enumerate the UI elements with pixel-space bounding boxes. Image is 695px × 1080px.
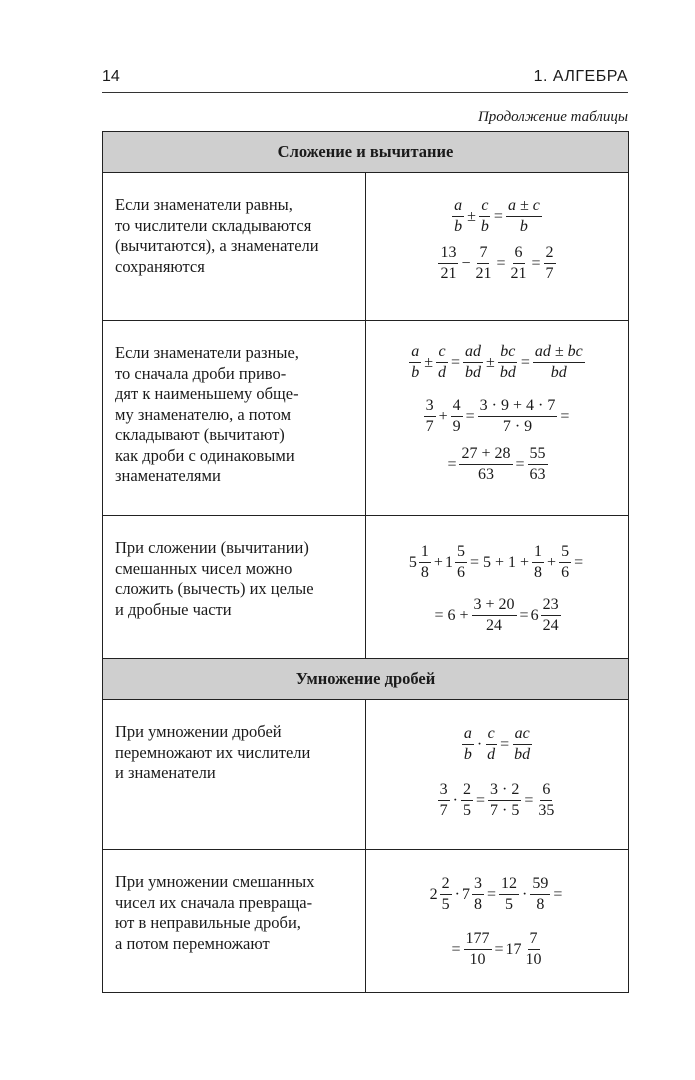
formula-operator: + (547, 553, 557, 571)
fraction-numerator: 27 + 28 (459, 445, 512, 465)
fraction (452, 197, 464, 236)
fraction-denominator: bd (514, 746, 531, 763)
rule-description (103, 516, 366, 659)
formula-operator: = (515, 455, 525, 473)
rule-text-line: чисел их сначала превраща- (115, 892, 313, 912)
rule-text-line: перемножают их числители (115, 742, 311, 762)
rule-text-line: знаменателями (115, 466, 221, 485)
page-number: 14 (102, 68, 120, 85)
formula-line (366, 343, 628, 382)
fraction-denominator: 9 (452, 418, 461, 435)
rule-text-line: (вычитаются), а знаменатели (115, 236, 319, 255)
mixed-whole-part: 2 (429, 885, 438, 903)
rule-description (103, 700, 366, 850)
chapter-title: 1. АЛГЕБРА (533, 68, 628, 85)
fraction-numerator: 1 (532, 543, 544, 563)
formula-operator: = (560, 407, 570, 425)
formula-cell (366, 850, 629, 993)
formula-operator: = (451, 353, 461, 371)
fraction (479, 197, 491, 236)
fraction (532, 543, 544, 582)
rule-row (103, 516, 629, 659)
fraction-numerator: 3 (472, 875, 484, 895)
fraction-numerator: 3 (424, 397, 436, 417)
formula-operator: = (500, 735, 510, 753)
fraction-denominator: 5 (505, 896, 513, 913)
mixed-whole-part: 7 (461, 885, 470, 903)
mixed-whole-part: 5 (408, 553, 417, 571)
fraction-numerator: 55 (528, 445, 548, 465)
fraction-numerator: 12 (499, 875, 519, 895)
formula-line (366, 725, 628, 764)
section-title: Сложение и вычитание (103, 132, 629, 173)
fraction-denominator: 21 (440, 265, 457, 282)
fraction (498, 343, 518, 382)
fraction (533, 343, 585, 382)
fraction-denominator: d (487, 746, 496, 763)
fraction-denominator: b (480, 218, 489, 235)
fraction (530, 875, 550, 914)
formula-operator: + (438, 407, 448, 425)
fraction-numerator: 13 (438, 244, 458, 264)
formula-operator: ± (424, 353, 434, 371)
rule-text-line: сохраняются (115, 256, 205, 276)
rule-text-line: ют в неправильные дроби, (115, 913, 301, 932)
formula-operator: · (454, 885, 460, 903)
fraction-numerator: 2 (544, 244, 556, 264)
fraction-denominator: bd (499, 364, 516, 381)
formula-operator: = (520, 353, 530, 371)
fraction-denominator: 24 (542, 617, 559, 634)
rule-text-line: складывают (вычитают) (115, 425, 285, 444)
formula-operator: = (465, 407, 475, 425)
fraction (419, 543, 431, 582)
running-head (102, 68, 628, 93)
fraction-numerator: c (436, 343, 447, 363)
formula-operator: = (469, 553, 479, 571)
fraction-numerator: 177 (464, 930, 492, 950)
rule-text-line: сложить (вычесть) их целые (115, 579, 314, 598)
formula-line (366, 596, 628, 635)
fraction (512, 725, 532, 764)
fraction-numerator: a ± c (506, 197, 542, 217)
rule-text-line: и дробные части (115, 599, 232, 619)
fraction (463, 343, 483, 382)
mixed-whole-part: 17 (505, 940, 522, 958)
fraction (559, 543, 571, 582)
rule-description (103, 321, 366, 516)
fraction-numerator: c (479, 197, 490, 217)
formula-operator: = (531, 254, 541, 272)
rule-text-line: Если знаменатели разные, (115, 343, 299, 362)
rule-row (103, 321, 629, 516)
fraction (472, 596, 517, 635)
fraction-denominator: 10 (469, 951, 486, 968)
formula-operator: = (493, 207, 503, 225)
formula-operator: 5 (482, 553, 491, 571)
fraction-denominator: 7 (439, 802, 448, 819)
fraction (485, 725, 497, 764)
fraction (524, 930, 544, 969)
fraction-numerator: 59 (530, 875, 550, 895)
table-continuation-note: Продолжение таблицы (477, 109, 628, 125)
formula-operator: = (434, 606, 444, 624)
fraction-denominator: b (411, 364, 420, 381)
fraction-numerator: 3 · 9 + 4 · 7 (478, 397, 558, 417)
fraction-denominator: b (519, 218, 528, 235)
formula-operator: · (452, 791, 458, 809)
fraction-numerator: 4 (451, 397, 463, 417)
fraction (438, 244, 458, 283)
formula-operator: · (476, 735, 483, 753)
fraction (472, 875, 484, 914)
fraction (506, 197, 542, 236)
formula-line (366, 445, 628, 484)
rule-text-line: му знаменателю, а потом (115, 404, 292, 424)
fraction (509, 244, 529, 283)
formula-operator: + (494, 553, 504, 571)
formula-operator: = (553, 885, 563, 903)
formula-cell (366, 321, 629, 516)
fraction-numerator: ac (513, 725, 532, 745)
formula-operator: ± (467, 207, 476, 225)
fraction (528, 445, 548, 484)
fraction-denominator: 63 (478, 466, 494, 483)
fraction-numerator: 5 (559, 543, 571, 563)
rule-text-line: Если знаменатели равны, (115, 195, 293, 214)
fraction (440, 875, 452, 914)
rule-text-line: При сложении (вычитании) (115, 538, 309, 557)
fraction-denominator: 7 (425, 418, 434, 435)
formula-operator: · (522, 885, 528, 903)
fraction (455, 543, 467, 582)
fraction (499, 875, 519, 914)
formula-line (366, 930, 628, 969)
fraction-numerator: 5 (455, 543, 467, 563)
formula-operator: = (494, 940, 504, 958)
rule-text-line: При умножении дробей (115, 722, 282, 741)
fraction-numerator: 7 (528, 930, 540, 950)
formula-operator: = (451, 940, 461, 958)
fraction (436, 343, 448, 382)
fraction-denominator: bd (550, 364, 567, 381)
rule-text-line: смешанных чисел можно (115, 558, 293, 578)
fraction (473, 244, 493, 283)
fraction (488, 781, 521, 820)
formula-operator: = (496, 254, 506, 272)
fraction-denominator: 63 (529, 466, 546, 483)
fraction-numerator: 6 (513, 244, 525, 264)
fraction-numerator: c (486, 725, 497, 745)
formula-line (366, 244, 628, 283)
mixed-whole-part: 1 (444, 553, 453, 571)
fraction (544, 244, 556, 283)
formula-operator: = (486, 885, 496, 903)
fraction-denominator: d (438, 364, 447, 381)
rule-text-line: то сначала дроби приво- (115, 363, 287, 383)
fraction-numerator: 2 (440, 875, 452, 895)
fraction-denominator: b (454, 218, 463, 235)
fraction-denominator: 6 (561, 564, 570, 581)
fraction (461, 781, 473, 820)
fraction-numerator: 23 (541, 596, 561, 616)
fraction (438, 781, 450, 820)
rule-description (103, 850, 366, 993)
formula-cell (366, 516, 629, 659)
fraction (478, 397, 558, 436)
fraction-numerator: 6 (540, 781, 552, 801)
formula-cell (366, 173, 629, 321)
formula-operator: = (519, 606, 529, 624)
fraction-numerator: ad (463, 343, 483, 363)
fraction-denominator: 21 (475, 265, 492, 282)
rule-text-line: При умножении смешанных (115, 872, 315, 891)
formula-cell (366, 700, 629, 850)
fraction (536, 781, 556, 820)
rule-row (103, 700, 629, 850)
rule-text-line: то числители складываются (115, 215, 312, 235)
formula-operator: 6 (447, 606, 456, 624)
rule-row (103, 173, 629, 321)
fraction-denominator: 5 (462, 802, 471, 819)
section-title: Умножение дробей (103, 659, 629, 700)
formula-line (366, 781, 628, 820)
rule-row (103, 850, 629, 993)
fraction-denominator: b (463, 746, 472, 763)
fraction-denominator: 8 (420, 564, 429, 581)
rule-text-line: как дроби с одинаковыми (115, 445, 295, 465)
fraction-numerator: bc (498, 343, 517, 363)
formula-operator: ± (486, 353, 495, 371)
rule-text-line: и знаменатели (115, 763, 216, 782)
formula-operator: = (574, 553, 584, 571)
fraction (424, 397, 436, 436)
fraction-numerator: 7 (477, 244, 489, 264)
fraction-denominator: 7 (545, 265, 554, 282)
fraction (464, 930, 492, 969)
fraction-numerator: a (462, 725, 474, 745)
formula-line (366, 875, 628, 914)
fraction-numerator: 3 (438, 781, 450, 801)
fraction (459, 445, 512, 484)
formula-line (366, 543, 628, 582)
fraction-denominator: 8 (473, 896, 482, 913)
fraction-numerator: a (452, 197, 464, 217)
fraction (541, 596, 561, 635)
formula-operator: + (459, 606, 469, 624)
formula-line (366, 397, 628, 436)
rules-table (102, 131, 629, 993)
fraction (451, 397, 463, 436)
mixed-whole-part: 6 (530, 606, 539, 624)
formula-operator: = (447, 455, 457, 473)
formula-operator: − (461, 254, 471, 272)
fraction-numerator: 1 (419, 543, 431, 563)
fraction-denominator: 10 (525, 951, 542, 968)
fraction-denominator: 5 (441, 896, 450, 913)
formula-operator: = (524, 791, 534, 809)
formula-operator: = (475, 791, 485, 809)
fraction-numerator: 3 + 20 (472, 596, 517, 616)
formula-operator: + (433, 553, 443, 571)
formula-operator: 1 (508, 553, 516, 571)
fraction-denominator: 6 (456, 564, 465, 581)
fraction-denominator: 24 (486, 617, 503, 634)
fraction-denominator: 7 · 9 (502, 418, 533, 435)
fraction-numerator: a (409, 343, 421, 363)
formula-operator: + (520, 553, 530, 571)
rule-text-line: дят к наименьшему обще- (115, 384, 299, 403)
fraction (409, 343, 421, 382)
fraction-denominator: 7 · 5 (490, 802, 520, 819)
fraction-numerator: ad ± bc (533, 343, 585, 363)
rule-description (103, 173, 366, 321)
formula-line (366, 197, 628, 236)
fraction-denominator: 21 (510, 265, 527, 282)
fraction-denominator: 8 (534, 564, 543, 581)
fraction-numerator: 2 (461, 781, 473, 801)
fraction-denominator: 8 (536, 896, 545, 913)
fraction-denominator: bd (465, 364, 482, 381)
fraction-denominator: 35 (538, 802, 555, 819)
fraction (462, 725, 474, 764)
rule-text-line: а потом перемножают (115, 933, 270, 953)
fraction-numerator: 3 · 2 (488, 781, 521, 801)
